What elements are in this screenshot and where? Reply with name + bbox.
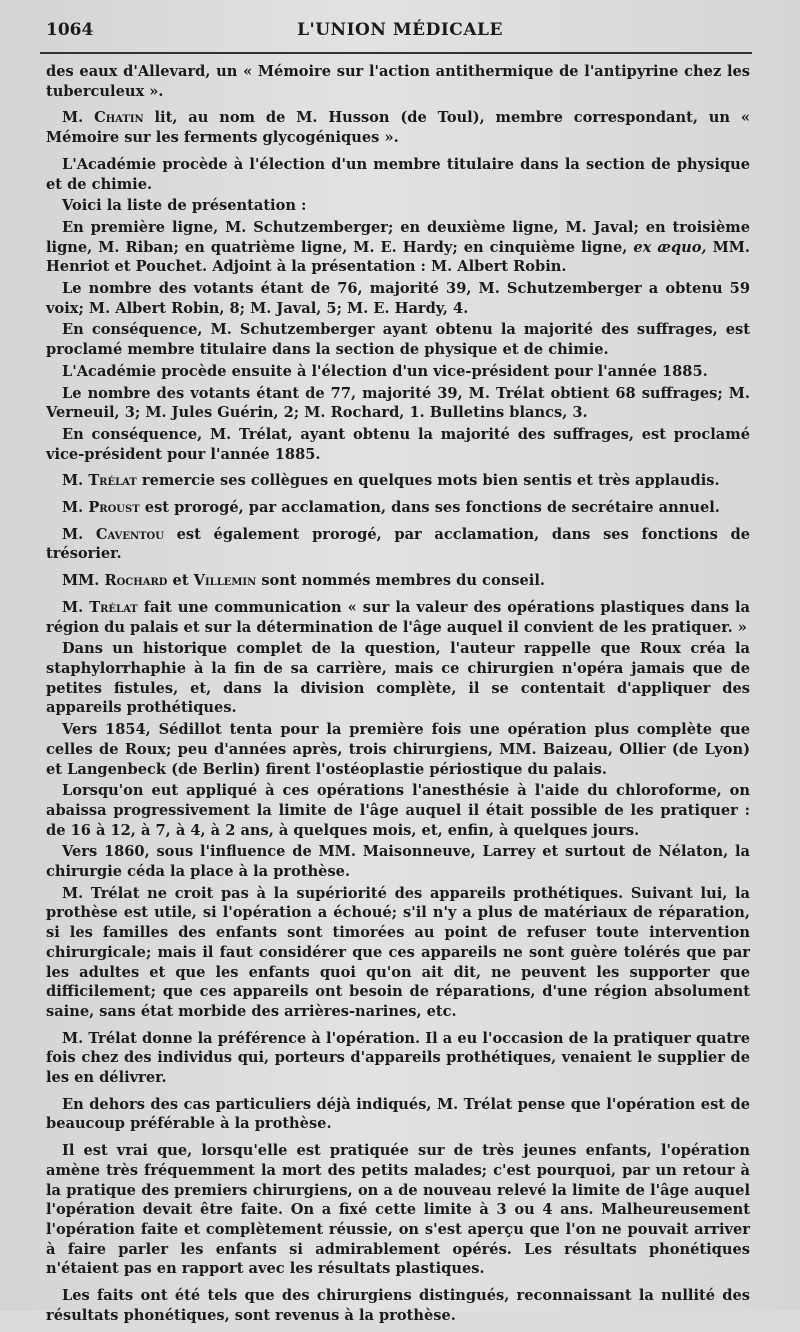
paragraph: Vers 1854, Sédillot tenta pour la première fois une opération plus complète que celles de Roux; peu d'années après, trois chirurgiens, MM. Baizeau, Ollier (de Lyon) et Langenbeck (de Berlin) firent l'ostéoplastie périostique du palais. — [46, 721, 750, 778]
page-number: 1064 — [46, 20, 94, 40]
paragraph: En dehors des cas particuliers déjà indiqués, M. Trélat pense que l'opération est de beaucoup préférable à la prothèse. — [46, 1095, 750, 1133]
paragraph: M. Chatin lit, au nom de M. Husson (de Toul), membre correspondant, un « Mémoire sur les ferments glycogéniques ». — [46, 109, 750, 147]
paragraph: M. Trélat ne croit pas à la supériorité des appareils prothétiques. Suivant lui, la prothèse est utile, si l'opération a échoué; s'il n'y a plus de matériaux de réparation, si les familles des enfants sont timorées au point de refuser toute intervention chirurgicale; mais il faut considérer que ces appareils ne sont guère tolérés que par les adultes et que les enfants quoi qu'on ait dit, ne peuvent les supporter que difficilement; que ces appareils ont besoin de réparations, d'une région absolument saine, sans état morbide des arrières-narines, etc. — [46, 884, 750, 1020]
header-rule — [40, 52, 752, 54]
page-header — [38, 18, 762, 46]
paragraph: des eaux d'Allevard, un « Mémoire sur l'action antithermique de l'antipyrine chez les tuberculeux ». — [46, 63, 750, 100]
paragraph: L'Académie procède ensuite à l'élection d'un vice-président pour l'année 1885. — [62, 362, 708, 380]
paragraph: Voici la liste de présentation : — [62, 197, 307, 215]
speaker-name: MM. Rochard — [62, 572, 168, 590]
paragraph: M. Trélat remercie ses collègues en quelques mots bien sentis et très applaudis. — [62, 472, 720, 490]
paragraph: M. Trélat donne la préférence à l'opération. Il a eu l'occasion de la pratiquer quatre fois chez des individus qui, porteurs d'appareils prothétiques, venaient le supplier de les en délivrer. — [46, 1029, 750, 1087]
paragraph: Il est vrai que, lorsqu'elle est pratiquée sur de très jeunes enfants, l'opération amène très fréquemment la mort des petits malades; c'est pourquoi, par un retour à la pratique des premiers chirurgiens, on a de nouveau relevé la limite de l'âge auquel l'opération devait être faite. On a fixé cette limite à 3 ou 4 ans. Malheureusement l'opération faite et complètement réussie, on s'est aperçu que l'on ne pouvait arriver à faire parler les enfants si admirablement opérés. Les résultats phonétiques n'étaient pas en rapport avec les résultats plastiques. — [46, 1142, 750, 1278]
paragraph: L'Académie procède à l'élection d'un membre titulaire dans la section de physique et de chimie. — [46, 155, 750, 193]
speaker-name: M. Chatin — [62, 109, 144, 127]
paragraph: M. Caventou est également prorogé, par acclamation, dans ses fonctions de trésorier. — [46, 525, 750, 563]
paragraph: Lorsqu'on eut appliqué à ces opérations l'anesthésie à l'aide du chloroforme, on abaissa progressivement la limite de l'âge auquel il était possible de les pratiquer : de 16 à 12, à 7, à 4, à 2 ans, à quelques mois, et, enfin, à quelques jours. — [46, 782, 750, 839]
paragraph: Vers 1860, sous l'influence de MM. Maisonneuve, Larrey et surtout de Nélaton, la chirurgie céda la place à la prothèse. — [46, 843, 750, 881]
paragraph: Les faits ont été tels que des chirurgiens distingués, reconnaissant la nullité des résultats phonétiques, sont revenus à la prothèse. — [46, 1287, 750, 1324]
paragraph: En première ligne, M. Schutzemberger; en deuxième ligne, M. Javal; en troisième ligne, M. Riban; en quatrième ligne, M. E. Hardy; en cinquième ligne, ex æquo, MM. Henriot et Pouchet. Adjoint à la présentation : M. Albert Robin. — [46, 218, 750, 276]
speaker-name: M. Trélat — [62, 472, 137, 490]
paragraph: MM. Rochard et Villemin sont nommés membres du conseil. — [62, 572, 545, 590]
speaker-name: M. Caventou — [62, 525, 164, 543]
paragraph: M. Proust est prorogé, par acclamation, dans ses fonctions de secrétaire annuel. — [62, 499, 720, 517]
article-body — [46, 62, 750, 1332]
paragraph: Le nombre des votants étant de 77, majorité 39, M. Trélat obtient 68 suffrages; M. Verneuil, 3; M. Jules Guérin, 2; M. Rochard, 1. Bulletins blancs, 3. — [46, 384, 750, 422]
paragraph: Dans un historique complet de la question, l'auteur rappelle que Roux créa la staphylorrhaphie à la fin de sa carrière, mais ce chirurgien n'opéra jamais que de petites fistules, et, dans la division complète, il se contentait d'appliquer des appareils prothétiques. — [46, 640, 750, 717]
paragraph: En conséquence, M. Trélat, ayant obtenu la majorité des suffrages, est proclamé vice-président pour l'année 1885. — [46, 425, 750, 463]
paragraph: Le nombre des votants étant de 76, majorité 39, M. Schutzemberger a obtenu 59 voix; M. Albert Robin, 8; M. Javal, 5; M. E. Hardy, 4. — [46, 280, 750, 317]
speaker-name: M. Trélat — [62, 598, 138, 616]
speaker-name: M. Proust — [62, 499, 140, 517]
speaker-name: Villemin — [193, 572, 257, 590]
paragraph: M. Trélat fait une communication « sur la valeur des opérations plastiques dans la région du palais et sur la détermination de l'âge auquel il convient de les pratiquer. » — [46, 598, 751, 636]
paragraph: En conséquence, M. Schutzemberger ayant obtenu la majorité des suffrages, est proclamé membre titulaire dans la section de physique et de chimie. — [46, 321, 750, 359]
running-title: L'UNION MÉDICALE — [297, 20, 503, 40]
